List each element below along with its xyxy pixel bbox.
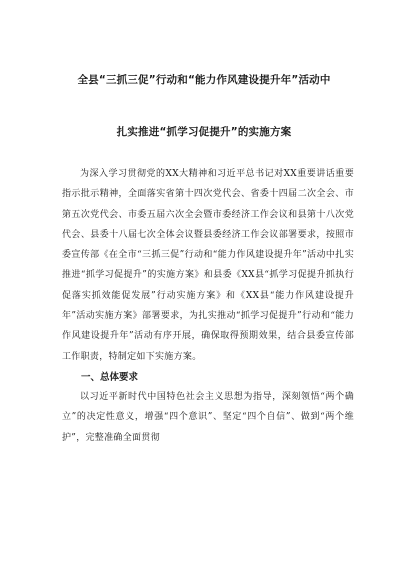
section-paragraph: 以习近平新时代中国特色社会主义思想为指导，深刻领悟“两个确立”的决定性意义，增强“四个意识”、坚定“四个自信”、做到“两个维护”，完整准确全面贯彻 (62, 391, 354, 443)
section-heading-general-requirements: 一、总体要求 (81, 371, 139, 383)
intro-paragraph: 为深入学习贯彻党的XX大精神和习近平总书记对XX重要讲话重要指示批示精神，全面落实省第十四次党代会、省委十四届二次全会、市第五次党代会、市委五届六次全会暨市委经济工作会议和县第十八次党代会、县委十八届七次全体会议暨县委经济工作会议部署要求，按照市委宣传部《在全市“三抓三促”行动和“能力作风建设提升年”活动中扎实推进“抓学习促提升”的实施方案》和县委《XX县“抓学习促提升抓执行促落实抓效能促发展”行动实施方案》和《XX县“能力作风建设提升年”活动实施方案》部署要求，为扎实推动“抓学习促提升”行动和“能力作风建设提升年”活动有序开展，确保取得预期效果，结合县委宣传部工作职责，特制定如下实施方案。 (62, 169, 354, 362)
document-title-line-1: 全县“三抓三促”行动和“能力作风建设提升年”活动中 (77, 74, 331, 86)
document-body (62, 164, 354, 448)
document-title-line-2: 扎实推进“抓学习促提升”的实施方案 (116, 126, 292, 138)
